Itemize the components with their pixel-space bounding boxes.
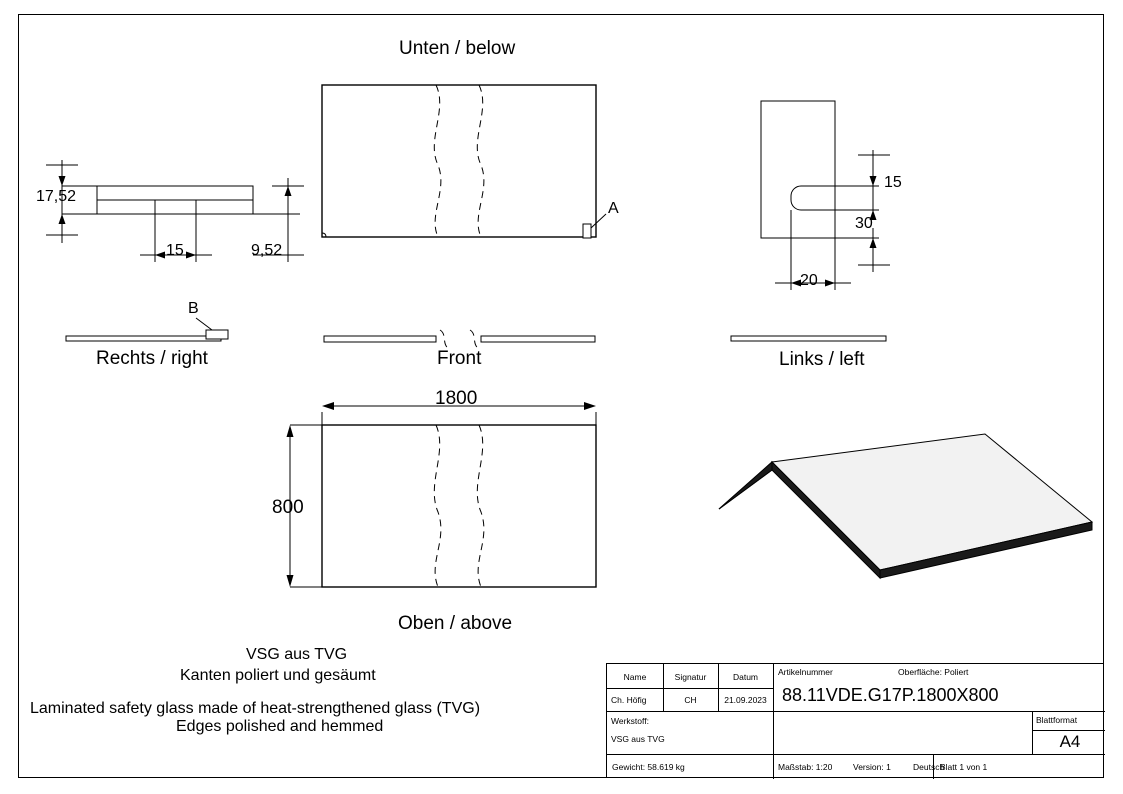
callout-a: A xyxy=(608,200,619,217)
titleblock-value-name: Ch. Höfig xyxy=(611,695,647,705)
note-en-line2: Edges polished and hemmed xyxy=(176,718,384,735)
view-label-right: Rechts / right xyxy=(96,348,208,369)
titleblock-header-date: Datum xyxy=(732,672,759,682)
note-de-line1: VSG aus TVG xyxy=(246,646,348,663)
dimension-notch-depth: 30 xyxy=(855,215,873,232)
dimension-width: 800 xyxy=(272,497,304,518)
titleblock-value-signature: CH xyxy=(684,695,697,705)
titleblock-value-material: VSG aus TVG xyxy=(611,734,665,744)
title-block xyxy=(606,663,1104,778)
titleblock-header-sheet-format: Blattformat xyxy=(1036,715,1078,725)
note-en-line1: Laminated safety glass made of heat-strengthened glass (TVG) xyxy=(30,700,481,717)
dimension-notch-height: 15 xyxy=(884,174,902,191)
titleblock-value-sheet-format: A4 xyxy=(1059,732,1081,751)
view-label-below: Unten / below xyxy=(399,38,516,59)
dimension-edge-offset: 9,52 xyxy=(251,242,283,259)
titleblock-header-name: Name xyxy=(623,672,647,682)
titleblock-value-date: 21.09.2023 xyxy=(724,695,767,705)
note-de-line2: Kanten poliert und gesäumt xyxy=(180,667,376,684)
titleblock-value-weight: Gewicht: 58.619 kg xyxy=(612,762,685,772)
titleblock-value-version: Version: 1 xyxy=(853,762,891,772)
dimension-thickness: 17,52 xyxy=(36,188,77,205)
titleblock-value-scale: Maßstab: 1:20 xyxy=(778,762,833,772)
titleblock-header-signature: Signatur xyxy=(674,672,707,682)
view-label-front: Front xyxy=(437,348,482,369)
titleblock-header-surface: Oberfläche: Poliert xyxy=(898,667,969,677)
titleblock-value-article-number: 88.11VDE.G17P.1800X800 xyxy=(782,684,999,705)
titleblock-header-article-number: Artikelnummer xyxy=(778,667,833,677)
view-label-above: Oben / above xyxy=(398,613,513,634)
titleblock-header-material: Werkstoff: xyxy=(611,716,649,726)
dimension-inner-offset: 15 xyxy=(166,242,184,259)
dimension-length: 1800 xyxy=(435,388,478,409)
titleblock-value-language: Deutsch xyxy=(913,762,945,772)
callout-b: B xyxy=(188,300,199,317)
dimension-notch-width: 20 xyxy=(800,272,818,289)
titleblock-value-sheet: Blatt 1 von 1 xyxy=(940,762,988,772)
view-label-left: Links / left xyxy=(779,349,865,370)
